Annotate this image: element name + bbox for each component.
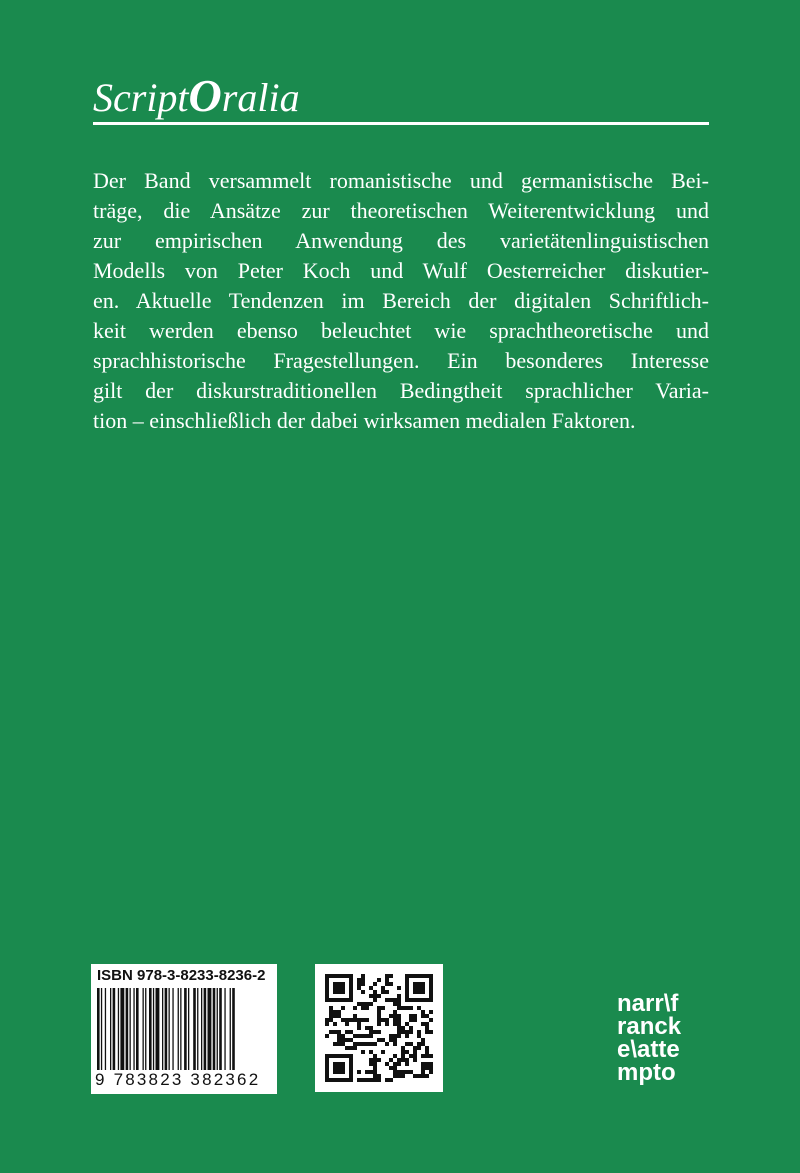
qr-module — [373, 1030, 377, 1034]
qr-module — [389, 974, 393, 978]
qr-module — [385, 998, 389, 1002]
qr-module — [337, 1010, 341, 1014]
qr-module — [385, 982, 389, 986]
blurb-line: träge, die Ansätze zur theoretischen Weiterentwicklung und — [93, 198, 709, 223]
qr-module — [325, 1034, 329, 1038]
qr-module — [353, 1018, 357, 1022]
barcode-bar — [219, 988, 222, 1070]
qr-module — [329, 1014, 333, 1018]
qr-module — [369, 1042, 373, 1046]
qr-module — [389, 982, 393, 986]
qr-module — [341, 1042, 345, 1046]
qr-module — [377, 1010, 381, 1014]
qr-module — [365, 1042, 369, 1046]
qr-module — [421, 1014, 425, 1018]
qr-module — [417, 1030, 421, 1034]
qr-module — [409, 1006, 413, 1010]
qr-module — [425, 1046, 429, 1050]
qr-module — [373, 1066, 377, 1070]
qr-module — [425, 1066, 429, 1070]
qr-module — [393, 1066, 397, 1070]
barcode-bar — [208, 988, 212, 1070]
qr-module — [325, 1022, 329, 1026]
qr-module — [345, 1038, 349, 1042]
qr-module — [421, 1010, 425, 1014]
qr-module — [409, 1042, 413, 1046]
qr-module — [361, 1002, 365, 1006]
qr-module — [385, 1018, 389, 1022]
qr-module — [397, 986, 401, 990]
qr-module — [405, 1058, 409, 1062]
qr-module — [385, 978, 389, 982]
qr-module — [393, 998, 397, 1002]
qr-module — [413, 1058, 417, 1062]
qr-module — [393, 1022, 397, 1026]
qr-module — [365, 1070, 369, 1074]
qr-module — [357, 986, 361, 990]
qr-module — [361, 1050, 365, 1054]
qr-module — [333, 1022, 337, 1026]
publisher-logo-line: ranck — [617, 1013, 682, 1040]
qr-module — [409, 1014, 413, 1018]
qr-module — [357, 1042, 361, 1046]
qr-module — [409, 1054, 413, 1058]
qr-module — [353, 1046, 357, 1050]
barcode-bar — [224, 988, 225, 1070]
qr-module — [401, 1030, 405, 1034]
qr-module — [389, 1066, 393, 1070]
qr-module — [421, 1042, 425, 1046]
barcode-bar — [217, 988, 218, 1070]
qr-module — [421, 1054, 425, 1058]
qr-module — [357, 1078, 361, 1082]
qr-module — [413, 1050, 417, 1054]
qr-module — [429, 1070, 433, 1074]
barcode-bar — [145, 988, 146, 1070]
barcode-bar — [232, 988, 235, 1070]
qr-module — [325, 1018, 329, 1022]
qr-module — [429, 1018, 433, 1022]
qr-module — [361, 1078, 365, 1082]
qr-module — [425, 1062, 429, 1066]
barcode-bar — [204, 988, 207, 1070]
qr-module — [401, 1006, 405, 1010]
qr-module — [397, 1062, 401, 1066]
qr-module — [417, 1074, 421, 1078]
qr-module — [357, 982, 361, 986]
qr-module — [381, 990, 385, 994]
qr-module — [425, 1030, 429, 1034]
qr-module — [429, 1030, 433, 1034]
qr-module — [381, 1018, 385, 1022]
qr-module — [361, 990, 365, 994]
qr-module — [405, 1022, 409, 1026]
qr-module — [341, 1038, 345, 1042]
barcode-bar — [162, 988, 163, 1070]
qr-module — [401, 1058, 405, 1062]
barcode-bar — [143, 988, 144, 1070]
qr-module — [349, 1018, 353, 1022]
qr-module — [397, 1070, 401, 1074]
qr-module — [385, 1078, 389, 1082]
barcode-bar — [113, 988, 116, 1070]
qr-module — [373, 1058, 377, 1062]
qr-module — [397, 1026, 401, 1030]
barcode-bar — [153, 988, 154, 1070]
blurb-line: en. Aktuelle Tendenzen im Bereich der digitalen Schriftlich- — [93, 288, 709, 313]
qr-module — [413, 1046, 417, 1050]
qr-module — [425, 1054, 429, 1058]
qr-module — [397, 1002, 401, 1006]
qr-module — [369, 1058, 373, 1062]
qr-module — [369, 1030, 373, 1034]
qr-module — [373, 982, 377, 986]
blurb-line: gilt der diskurstraditionellen Bedingtheit sprachlicher Varia- — [93, 378, 709, 403]
qr-module — [393, 1042, 397, 1046]
qr-module — [409, 1070, 413, 1074]
qr-module — [405, 1006, 409, 1010]
back-cover-blurb — [93, 166, 709, 436]
qr-module — [409, 1030, 413, 1034]
qr-module — [365, 1078, 369, 1082]
qr-module — [397, 1074, 401, 1078]
qr-module — [393, 1014, 397, 1018]
qr-module — [373, 1078, 377, 1082]
qr-module — [429, 1062, 433, 1066]
barcode-bar — [133, 988, 134, 1070]
qr-module — [345, 1022, 349, 1026]
barcode-bar — [105, 988, 106, 1070]
qr-module — [329, 1006, 333, 1010]
qr-module — [393, 1054, 397, 1058]
qr-module — [361, 1034, 365, 1038]
barcode-bar — [197, 988, 198, 1070]
qr-module — [361, 1042, 365, 1046]
qr-module — [377, 994, 381, 998]
isbn-label: ISBN 978-3-8233-8236-2 — [97, 967, 266, 984]
qr-module — [337, 1038, 341, 1042]
qr-module — [389, 998, 393, 1002]
qr-module — [369, 1078, 373, 1082]
qr-module — [397, 1022, 401, 1026]
qr-module — [333, 1062, 345, 1074]
barcode-bar — [230, 988, 231, 1070]
qr-module — [341, 1006, 345, 1010]
qr-module — [377, 1006, 381, 1010]
qr-module — [397, 998, 401, 1002]
qr-module — [373, 1074, 377, 1078]
qr-module — [425, 1050, 429, 1054]
barcode-bar — [97, 988, 100, 1070]
qr-module — [425, 1074, 429, 1078]
qr-module — [413, 1014, 417, 1018]
qr-module — [409, 1018, 413, 1022]
barcode-bar — [184, 988, 187, 1070]
qr-module — [425, 1022, 429, 1026]
qr-module — [361, 982, 365, 986]
isbn-barcode — [91, 964, 277, 1094]
qr-module — [357, 1026, 361, 1030]
barcode-bar — [110, 988, 111, 1070]
qr-module — [389, 1078, 393, 1082]
qr-module — [361, 1006, 365, 1010]
qr-module — [329, 1010, 333, 1014]
qr-module — [369, 1002, 373, 1006]
qr-module — [377, 1018, 381, 1022]
qr-module — [373, 1054, 377, 1058]
barcode-bar — [169, 988, 170, 1070]
qr-module — [349, 1038, 353, 1042]
qr-module — [377, 1022, 381, 1026]
qr-module — [421, 1070, 425, 1074]
qr-module — [353, 1042, 357, 1046]
barcode-bar — [213, 988, 216, 1070]
qr-module — [353, 1034, 357, 1038]
qr-module — [377, 1058, 381, 1062]
qr-module — [337, 1042, 341, 1046]
qr-module — [337, 1030, 341, 1034]
qr-module — [393, 1034, 397, 1038]
qr-module — [333, 1010, 337, 1014]
qr-module — [381, 1050, 385, 1054]
qr-code-icon — [315, 964, 443, 1092]
qr-module — [377, 1030, 381, 1034]
ean-digits: 9 783823 382362 — [95, 1070, 261, 1089]
qr-module — [393, 1062, 397, 1066]
qr-module — [401, 1026, 405, 1030]
barcode-bar — [130, 988, 131, 1070]
series-title-ralia: ralia — [221, 75, 300, 120]
qr-module — [413, 1074, 417, 1078]
qr-module — [405, 1050, 409, 1054]
qr-module — [373, 998, 377, 1002]
qr-module — [397, 994, 401, 998]
qr-module — [421, 1074, 425, 1078]
qr-module — [345, 1030, 349, 1034]
qr-module — [401, 1070, 405, 1074]
barcode-bar — [136, 988, 139, 1070]
barcode-bar — [101, 988, 102, 1070]
qr-module — [389, 1058, 393, 1062]
blurb-line: tion – einschließlich der dabei wirksamen medialen Faktoren. — [93, 408, 636, 433]
barcode-bar — [172, 988, 173, 1070]
qr-module — [349, 1046, 353, 1050]
barcode-bar — [165, 988, 168, 1070]
qr-module — [349, 1030, 353, 1034]
blurb-line: Modells von Peter Koch und Wulf Oesterreicher diskutier- — [93, 258, 709, 283]
qr-module — [357, 1002, 361, 1006]
qr-module — [373, 1042, 377, 1046]
qr-module — [369, 994, 373, 998]
barcode-bar — [188, 988, 189, 1070]
qr-module — [361, 978, 365, 982]
qr-module — [393, 1018, 397, 1022]
qr-module — [357, 1018, 361, 1022]
qr-module — [397, 1034, 401, 1038]
qr-module — [417, 1042, 421, 1046]
qr-module — [421, 1022, 425, 1026]
qr-module — [405, 1034, 409, 1038]
qr-module — [385, 974, 389, 978]
blurb-line: Der Band versammelt romanistische und germanistische Bei- — [93, 168, 709, 193]
blurb-line: zur empirischen Anwendung des varietätenlinguistischen — [93, 228, 709, 253]
qr-module — [373, 1070, 377, 1074]
qr-module — [333, 1042, 337, 1046]
qr-module — [405, 1030, 409, 1034]
qr-module — [393, 1070, 397, 1074]
qr-module — [425, 1026, 429, 1030]
barcode-bar — [193, 988, 196, 1070]
qr-module — [385, 1042, 389, 1046]
qr-module — [393, 1010, 397, 1014]
qr-module — [385, 1062, 389, 1066]
qr-module — [381, 1038, 385, 1042]
qr-module — [413, 1054, 417, 1058]
series-title — [93, 72, 300, 122]
qr-module — [365, 1018, 369, 1022]
qr-module — [409, 1026, 413, 1030]
qr-module — [365, 1006, 369, 1010]
publisher-logo-line: mpto — [617, 1059, 676, 1086]
qr-module — [353, 1006, 357, 1010]
publisher-logo-line: e\atte — [617, 1036, 680, 1063]
qr-module — [329, 1030, 333, 1034]
qr-module — [405, 1062, 409, 1066]
qr-module — [417, 1046, 421, 1050]
barcode-bar — [201, 988, 202, 1070]
qr-module — [377, 1038, 381, 1042]
qr-module — [389, 1034, 393, 1038]
barcode-bars — [97, 988, 275, 1070]
series-title-o: O — [188, 70, 222, 121]
qr-module — [397, 1058, 401, 1062]
qr-module — [369, 1070, 373, 1074]
qr-module — [393, 1002, 397, 1006]
qr-module — [429, 1010, 433, 1014]
qr-module — [393, 1038, 397, 1042]
qr-module — [345, 1046, 349, 1050]
blurb-line: sprachhistorische Fragestellungen. Ein besonderes Interesse — [93, 348, 709, 373]
qr-module — [429, 1054, 433, 1058]
qr-module — [369, 1034, 373, 1038]
qr-module — [421, 1062, 425, 1066]
series-title-rule — [93, 122, 709, 125]
qr-module — [369, 1062, 373, 1066]
qr-module — [341, 1018, 345, 1022]
qr-module — [357, 1022, 361, 1026]
qr-module — [417, 1034, 421, 1038]
qr-module — [421, 1066, 425, 1070]
qr-module — [333, 1030, 337, 1034]
qr-module — [345, 1018, 349, 1022]
qr-module — [361, 974, 365, 978]
qr-module — [369, 1050, 373, 1054]
qr-module — [365, 1026, 369, 1030]
qr-module — [421, 1038, 425, 1042]
qr-module — [337, 1034, 341, 1038]
qr-module — [401, 1050, 405, 1054]
qr-module — [357, 1034, 361, 1038]
qr-module — [381, 1006, 385, 1010]
qr-module — [393, 1074, 397, 1078]
qr-module — [365, 1034, 369, 1038]
barcode-bar — [178, 988, 179, 1070]
qr-module — [365, 1002, 369, 1006]
qr-module — [385, 1022, 389, 1026]
qr-module — [377, 1014, 381, 1018]
qr-module — [353, 1014, 357, 1018]
qr-module — [397, 1018, 401, 1022]
qr-module — [333, 982, 345, 994]
qr-module — [425, 1014, 429, 1018]
qr-module — [369, 1026, 373, 1030]
barcode-bar — [156, 988, 160, 1070]
qr-module — [369, 986, 373, 990]
qr-module — [397, 1006, 401, 1010]
qr-module — [357, 978, 361, 982]
qr-module — [389, 1038, 393, 1042]
barcode-bar — [126, 988, 129, 1070]
qr-module — [413, 1018, 417, 1022]
qr-module — [377, 978, 381, 982]
barcode-bar — [118, 988, 119, 1070]
qr-module — [337, 1014, 341, 1018]
blurb-line: keit werden ebenso beleuchtet wie sprachtheoretische und — [93, 318, 709, 343]
qr-module — [397, 1030, 401, 1034]
qr-module — [357, 1070, 361, 1074]
qr-module — [429, 1066, 433, 1070]
qr-module — [329, 1018, 333, 1022]
qr-module — [341, 1034, 345, 1038]
qr-module — [389, 1014, 393, 1018]
publisher-logo — [617, 992, 727, 1084]
series-title-script: Script — [93, 75, 189, 120]
barcode-bar — [120, 988, 124, 1070]
qr-module — [361, 1018, 365, 1022]
qr-code-pattern — [325, 974, 433, 1082]
qr-module — [405, 1070, 409, 1074]
qr-module — [373, 1062, 377, 1066]
qr-module — [385, 990, 389, 994]
qr-module — [417, 1006, 421, 1010]
qr-module — [373, 990, 377, 994]
qr-module — [405, 1042, 409, 1046]
qr-module — [373, 994, 377, 998]
qr-module — [401, 1074, 405, 1078]
qr-module — [377, 1074, 381, 1078]
qr-module — [413, 982, 425, 994]
barcode-bar — [149, 988, 152, 1070]
qr-module — [333, 1014, 337, 1018]
qr-module — [381, 986, 385, 990]
qr-module — [401, 1054, 405, 1058]
barcode-bar — [180, 988, 181, 1070]
qr-module — [401, 1046, 405, 1050]
qr-module — [397, 1014, 401, 1018]
publisher-logo-line: narr\f — [617, 990, 679, 1017]
qr-module — [377, 1078, 381, 1082]
